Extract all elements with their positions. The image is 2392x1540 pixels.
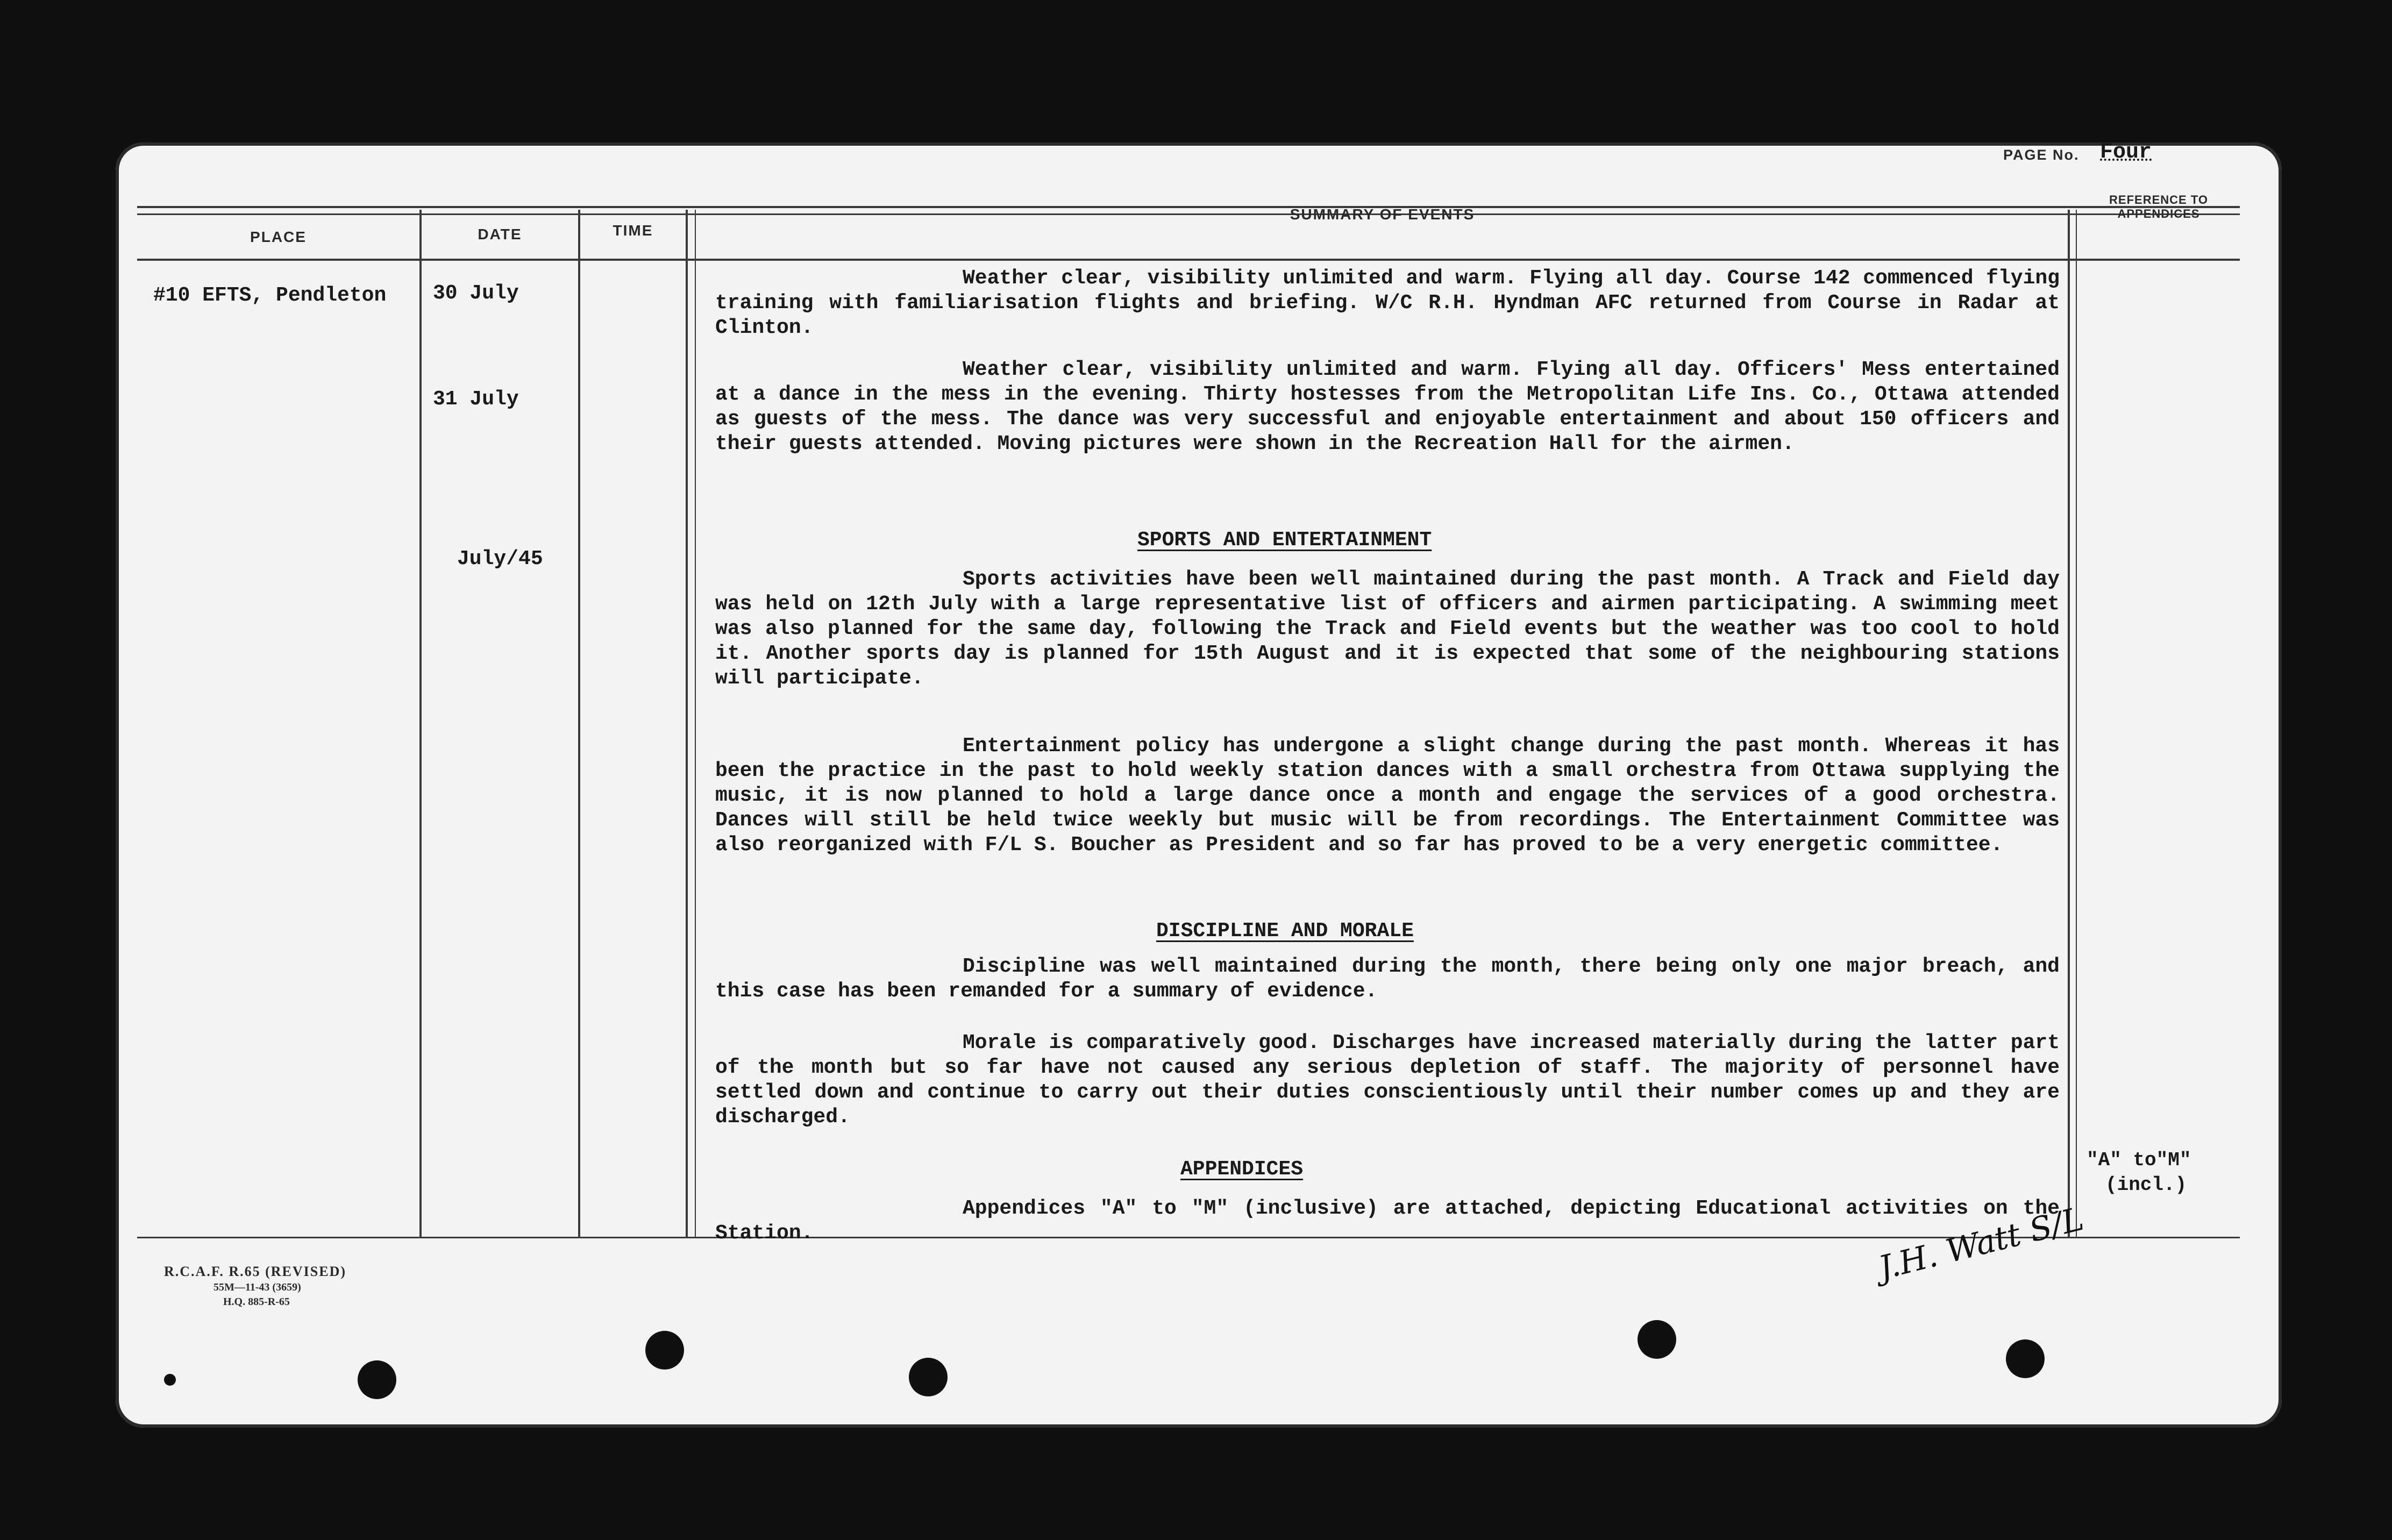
- reference-note-line1: "A" to"M": [2087, 1149, 2191, 1171]
- place-entry: #10 EFTS, Pendleton: [153, 284, 387, 307]
- date-31-july: 31 July: [433, 388, 519, 411]
- punch-hole: [2006, 1339, 2045, 1378]
- column-header-place: PLACE: [250, 229, 307, 245]
- appendices-paragraph: Appendices "A" to "M" (inclusive) are attached, depicting Educational activities on the Station.: [715, 1197, 2060, 1245]
- morale-paragraph: Morale is comparatively good. Discharges have increased materially during the latter part of the month but so far have not caused any serious depletion of staff. The majority of personnel have settled down and continue to carry out their duties conscientiously until their number comes up and they are discharged.: [715, 1031, 2060, 1129]
- reference-note-line2: (incl.): [2105, 1174, 2187, 1196]
- discipline-paragraph: Discipline was well maintained during the month, there being only one major breach, and this case has been remanded for a summary of evidence.: [715, 955, 2060, 1003]
- column-header-reference-line1: REFERENCE TO: [2109, 193, 2208, 206]
- entertainment-paragraph: Entertainment policy has undergone a slight change during the past month. Whereas it has been the practice in the past to hold weekly station dances with a small orchestra from Ottawa supplying the music, it is now planned to hold a large dance once a month and engage the services of a good orchestra. Dances will still be held twice weekly but music will be from recordings. The Entertainment Committee was also reorganized with F/L S. Boucher as President and so far has proved to be a very energetic committee.: [715, 735, 2060, 857]
- column-header-time: TIME: [613, 222, 653, 239]
- entry-31-july: Weather clear, visibility unlimited and warm. Flying all day. Officers' Mess entertained at a dance in the mess in the evening. Thirty hostesses from the Metropolitan Life Ins. Co., Ottawa attended as guests of the mess. The dance was very successful and enjoyable entertainment and about 150 officers and their guests attended. Moving pictures were shown in the Recreation Hall for the airmen.: [715, 358, 2060, 455]
- entry-30-july: Weather clear, visibility unlimited and warm. Flying all day. Course 142 commenced flying training with familiarisation flights and briefing. W/C R.H. Hyndman AFC returned from Course in Radar at Clinton.: [715, 267, 2060, 339]
- form-hq-code: H.Q. 885-R-65: [223, 1296, 290, 1308]
- punch-hole: [164, 1374, 176, 1386]
- punch-hole: [1638, 1320, 1676, 1359]
- punch-hole: [358, 1360, 396, 1399]
- heading-sports-and-entertainment: SPORTS AND ENTERTAINMENT: [1137, 529, 1432, 552]
- heading-appendices: APPENDICES: [1180, 1158, 1304, 1181]
- column-header-reference-line2: APPENDICES: [2117, 207, 2200, 220]
- form-number: R.C.A.F. R.65 (REVISED): [164, 1264, 347, 1279]
- column-header-date: DATE: [478, 226, 522, 243]
- page-number-label: PAGE No.: [2003, 147, 2080, 163]
- punch-hole: [909, 1358, 948, 1396]
- date-july-45: July/45: [457, 547, 543, 571]
- column-header-summary: SUMMARY OF EVENTS: [1290, 206, 1475, 223]
- sports-paragraph: Sports activities have been well maintained during the past month. A Track and Field day was held on 12th July with a large representative list of officers and airmen participating. A swimming meet was also planned for the same day, following the Track and Field events but the weather was too cool to hold it. Another sports day is planned for 15th August and it is expected that some of the neighbouring stations will participate.: [715, 568, 2060, 690]
- page-number-value: Four: [2100, 142, 2152, 165]
- date-30-july: 30 July: [433, 282, 519, 305]
- signature: J.H. Watt S/L: [1875, 1200, 2088, 1287]
- form-print-code: 55M—11-43 (3659): [213, 1281, 301, 1293]
- punch-hole: [645, 1331, 684, 1370]
- war-diary-page: [116, 142, 2282, 1428]
- heading-discipline-and-morale: DISCIPLINE AND MORALE: [1156, 919, 1414, 943]
